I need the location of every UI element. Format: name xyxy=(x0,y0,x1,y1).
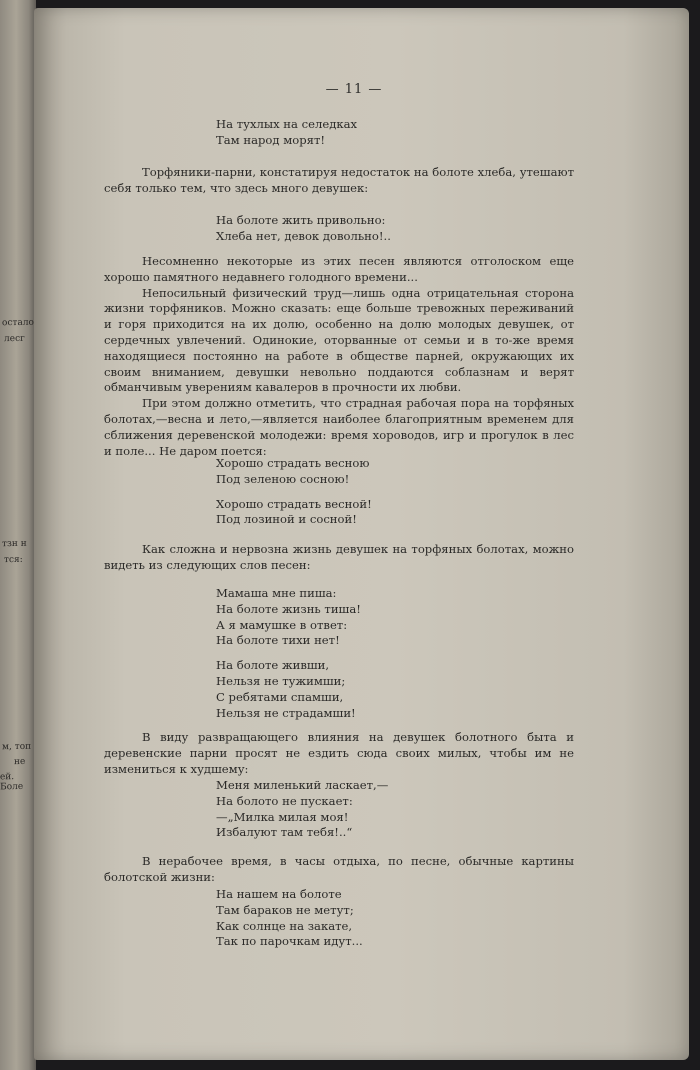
prev-page-fragment: тся: xyxy=(3,554,23,566)
paragraph-block xyxy=(104,254,574,459)
verse-line: На болоте тихи нет! xyxy=(216,633,340,648)
verse-line: Хорошо страдать весною xyxy=(216,456,370,470)
verse-line: А я мамушке в ответ: xyxy=(216,617,348,632)
verse-line: Так по парочкам идут... xyxy=(216,934,363,949)
paragraph-block xyxy=(104,542,574,574)
paragraph: Как сложна и нервозна жизнь девушек на торфяных болотах, можно видеть из следующих слов песен: xyxy=(104,542,574,572)
verse-gap xyxy=(216,488,372,497)
page-number: — 11 — xyxy=(325,82,383,97)
prev-page-fragment: тзн н xyxy=(1,538,27,550)
prev-page-fragment: м, топ xyxy=(1,741,32,753)
verse-line: Под лозиной и сосной! xyxy=(216,512,357,527)
verse-line: Нельзя не тужимши; xyxy=(216,673,346,688)
verse-line: На нашем на болоте xyxy=(216,887,342,901)
prev-page-fragment: не xyxy=(13,756,26,768)
paragraph: Несомненно некоторые из этих песен являются отголоском еще хорошо памятного недавнего голодного времени... xyxy=(104,254,574,284)
verse-block xyxy=(216,778,388,841)
verse-line: Под зеленою сосною! xyxy=(216,471,350,486)
verse-line: На болото не пускает: xyxy=(216,793,353,808)
verse-line: —„Милка милая моя! xyxy=(216,809,349,824)
paragraph: В нерабочее время, в часы отдыха, по песне, обычные картины болотской жизни: xyxy=(104,854,574,884)
verse-block xyxy=(216,456,372,528)
verse-block xyxy=(216,117,357,149)
verse-line: Как солнце на закате, xyxy=(216,918,353,933)
prev-page-fragment: лесг xyxy=(3,333,25,345)
paragraph-block xyxy=(104,854,574,886)
prev-page-fragment: ей. Боле xyxy=(0,772,24,793)
verse-line: Мамаша мне пиша: xyxy=(216,586,337,600)
paragraph-block xyxy=(104,730,574,777)
verse-line: С ребятами спамши, xyxy=(216,689,344,704)
verse-line: Там бараков не метут; xyxy=(216,902,354,917)
page-content xyxy=(34,8,689,1060)
verse-line: На тухлых на селедках xyxy=(216,117,358,131)
verse-block xyxy=(216,887,363,950)
verse-line: Хорошо страдать весной! xyxy=(216,496,372,511)
paragraph: Торфяники-парни, констатируя недостаток на болоте хлеба, утешают себя только тем, что здесь много девушек: xyxy=(104,165,574,195)
paragraph: Непосильный физический труд—лишь одна отрицательная сторона жизни торфяников. Можно сказать: еще больше тревожных переживаний и горя приходится на их долю, особенно на долю молодых девушек, от сердечных увлечений. Одинокие, оторванные от семьи и в то-же время находящиеся постоянно на работе в обществе парней, окружающих их своим вниманием, девушки невольно поддаются соблазнам и верят обманчивым уверениям кавалеров в прочности их любви. xyxy=(104,285,574,395)
prev-page-fragment: остало xyxy=(1,317,35,329)
verse-line: Избалуют там тебя!..“ xyxy=(216,825,353,840)
verse-block xyxy=(216,586,361,721)
book-page xyxy=(34,8,689,1060)
verse-line: Нельзя не страдамши! xyxy=(216,705,356,720)
previous-page-edge xyxy=(0,0,36,1070)
verse-block xyxy=(216,213,391,245)
verse-line: На болоте живши, xyxy=(216,658,330,673)
verse-line: Хлеба нет, девок довольно!.. xyxy=(216,228,391,243)
paragraph-block xyxy=(104,165,574,197)
verse-gap xyxy=(216,649,361,658)
verse-line: Меня миленький ласкает,— xyxy=(216,778,389,792)
paragraph: В виду развращающего влияния на девушек болотного быта и деревенские парни просят не ездить сюда своих милых, чтобы им не измениться к худшему: xyxy=(104,730,574,776)
verse-line: На болоте жить привольно: xyxy=(216,213,386,227)
verse-line: Там народ морят! xyxy=(216,132,326,147)
verse-line: На болоте жизнь тиша! xyxy=(216,601,361,616)
paragraph: При этом должно отметить, что страдная рабочая пора на торфяных болотах,—весна и лето,—является наиболее благоприятным временем для сближения деревенской молодежи: время хороводов, игр и прогулок в лес и поле... Не даром поется: xyxy=(104,396,574,458)
